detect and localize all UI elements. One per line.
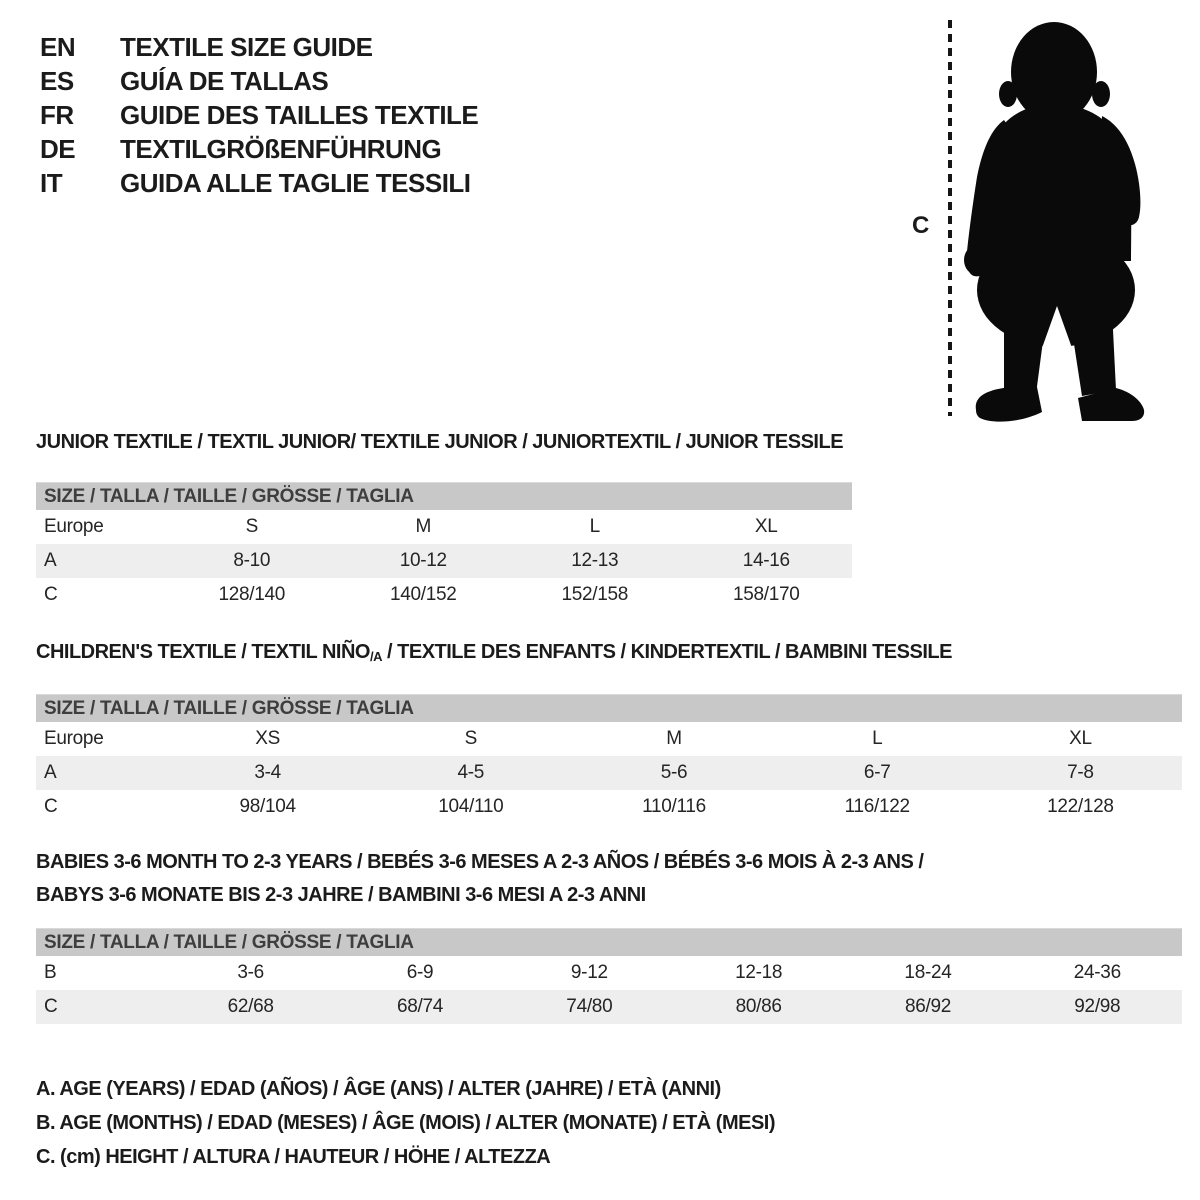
legend-line-c: C. (cm) HEIGHT / ALTURA / HAUTEUR / HÖHE / ALTEZZA — [36, 1146, 551, 1168]
language-header — [40, 30, 478, 200]
height-cell: 62/68 — [227, 996, 274, 1017]
language-guide-title: TEXTILE SIZE GUIDE — [120, 32, 373, 62]
babies-section-title-line2: BABYS 3-6 MONATE BIS 2-3 JAHRE / BAMBINI 3-6 MESI A 2-3 ANNI — [36, 884, 646, 906]
babies-section-title-line1: BABIES 3-6 MONTH TO 2-3 YEARS / BEBÉS 3-6 MESES A 2-3 AÑOS / BÉBÉS 3-6 MOIS À 2-3 ANS / — [36, 851, 924, 873]
size-cell: L — [589, 516, 600, 537]
row-label: C — [44, 796, 58, 817]
language-code: ES — [40, 66, 74, 96]
height-cell: 140/152 — [389, 584, 457, 605]
age-cell: 4-5 — [457, 762, 485, 783]
language-guide-title: GUIDE DES TAILLES TEXTILE — [120, 100, 479, 130]
height-cell: 80/86 — [735, 996, 782, 1017]
row-label: A — [44, 762, 57, 783]
height-measure-label-c: C — [912, 212, 930, 239]
age-cell: 18-24 — [904, 962, 952, 983]
age-cell: 3-6 — [237, 962, 264, 983]
size-cell: XS — [255, 728, 280, 749]
legend-line-b: B. AGE (MONTHS) / EDAD (MESES) / ÂGE (MOIS) / ALTER (MONATE) / ETÀ (MESI) — [36, 1112, 776, 1134]
title-text: / TEXTILE DES ENFANTS / KINDERTEXTIL / BAMBINI TESSILE — [381, 641, 952, 663]
language-code: FR — [40, 100, 74, 130]
table-row-a — [36, 544, 852, 578]
row-label: C — [44, 584, 58, 605]
language-row — [40, 98, 478, 132]
measurement-legend — [36, 1072, 775, 1174]
height-cell: 104/110 — [438, 796, 504, 817]
row-label: B — [44, 962, 57, 983]
height-cell: 74/80 — [566, 996, 613, 1017]
age-cell: 10-12 — [399, 550, 447, 571]
children-size-table — [36, 694, 1182, 824]
height-cell: 110/116 — [642, 796, 706, 817]
height-cell: 116/122 — [844, 796, 910, 817]
height-measure-dashed-line — [948, 20, 952, 416]
table-row-europe — [36, 510, 852, 544]
row-label: A — [44, 550, 57, 571]
table-row-c — [36, 578, 852, 612]
age-cell: 8-10 — [233, 550, 271, 571]
language-row — [40, 64, 478, 98]
size-cell: XL — [754, 516, 778, 537]
age-cell: 12-18 — [735, 962, 783, 983]
language-code: DE — [40, 134, 76, 164]
legend-line-a: A. AGE (YEARS) / EDAD (AÑOS) / ÂGE (ANS) / ALTER (JAHRE) / ETÀ (ANNI) — [36, 1078, 721, 1100]
height-cell: 98/104 — [239, 796, 296, 817]
table-rows — [36, 722, 1182, 824]
babies-size-table — [36, 928, 1182, 1024]
age-cell: 3-4 — [254, 762, 281, 783]
age-cell: 9-12 — [570, 962, 608, 983]
junior-section-title: JUNIOR TEXTILE / TEXTIL JUNIOR/ TEXTILE JUNIOR / JUNIORTEXTIL / JUNIOR TESSILE — [36, 431, 844, 453]
height-cell: 128/140 — [218, 584, 286, 605]
age-cell: 14-16 — [742, 550, 790, 571]
row-label: C — [44, 996, 58, 1017]
table-row-c — [36, 790, 1182, 824]
toddler-silhouette-icon — [958, 14, 1150, 424]
size-cell: M — [415, 516, 432, 537]
age-cell: 24-36 — [1073, 962, 1121, 983]
size-header-bar: SIZE / TALLA / TAILLE / GRÖSSE / TAGLIA — [36, 694, 1182, 722]
size-cell: L — [872, 728, 883, 749]
title-subscript: /A — [369, 649, 382, 664]
size-cell: M — [666, 728, 682, 749]
size-cell: S — [464, 728, 477, 749]
age-cell: 7-8 — [1067, 762, 1094, 783]
size-header-bar: SIZE / TALLA / TAILLE / GRÖSSE / TAGLIA — [36, 928, 1182, 956]
table-row-europe — [36, 722, 1182, 756]
age-cell: 5-6 — [660, 762, 688, 783]
row-label: Europe — [44, 516, 104, 537]
height-cell: 152/158 — [561, 584, 629, 605]
height-cell: 86/92 — [904, 996, 951, 1017]
height-cell: 92/98 — [1074, 996, 1121, 1017]
language-code: EN — [40, 32, 76, 62]
language-row — [40, 30, 478, 64]
table-row-b — [36, 956, 1182, 990]
language-guide-title: GUIDA ALLE TAGLIE TESSILI — [120, 168, 471, 198]
age-cell: 6-9 — [406, 962, 434, 983]
children-textile-section — [36, 640, 1182, 824]
children-section-title — [36, 640, 1182, 666]
table-row-c — [36, 990, 1182, 1024]
age-cell: 6-7 — [863, 762, 891, 783]
size-cell: XL — [1069, 728, 1092, 749]
size-cell: S — [245, 516, 258, 537]
babies-textile-section — [36, 846, 1182, 1024]
language-guide-title: TEXTILGRÖßENFÜHRUNG — [120, 134, 442, 164]
junior-size-table — [36, 482, 852, 612]
age-cell: 12-13 — [571, 550, 619, 571]
junior-textile-section — [36, 430, 852, 612]
language-guide-title: GUÍA DE TALLAS — [120, 66, 329, 96]
height-cell: 122/128 — [1047, 796, 1114, 817]
height-cell: 158/170 — [732, 584, 800, 605]
language-code: IT — [40, 168, 63, 198]
table-row-a — [36, 756, 1182, 790]
title-text: CHILDREN'S TEXTILE / TEXTIL NIÑO — [36, 641, 370, 663]
table-rows — [36, 510, 852, 612]
language-row — [40, 132, 478, 166]
row-label: Europe — [44, 728, 104, 749]
size-header-bar: SIZE / TALLA / TAILLE / GRÖSSE / TAGLIA — [36, 482, 852, 510]
height-cell: 68/74 — [396, 996, 444, 1017]
table-rows — [36, 956, 1182, 1024]
language-row — [40, 166, 478, 200]
